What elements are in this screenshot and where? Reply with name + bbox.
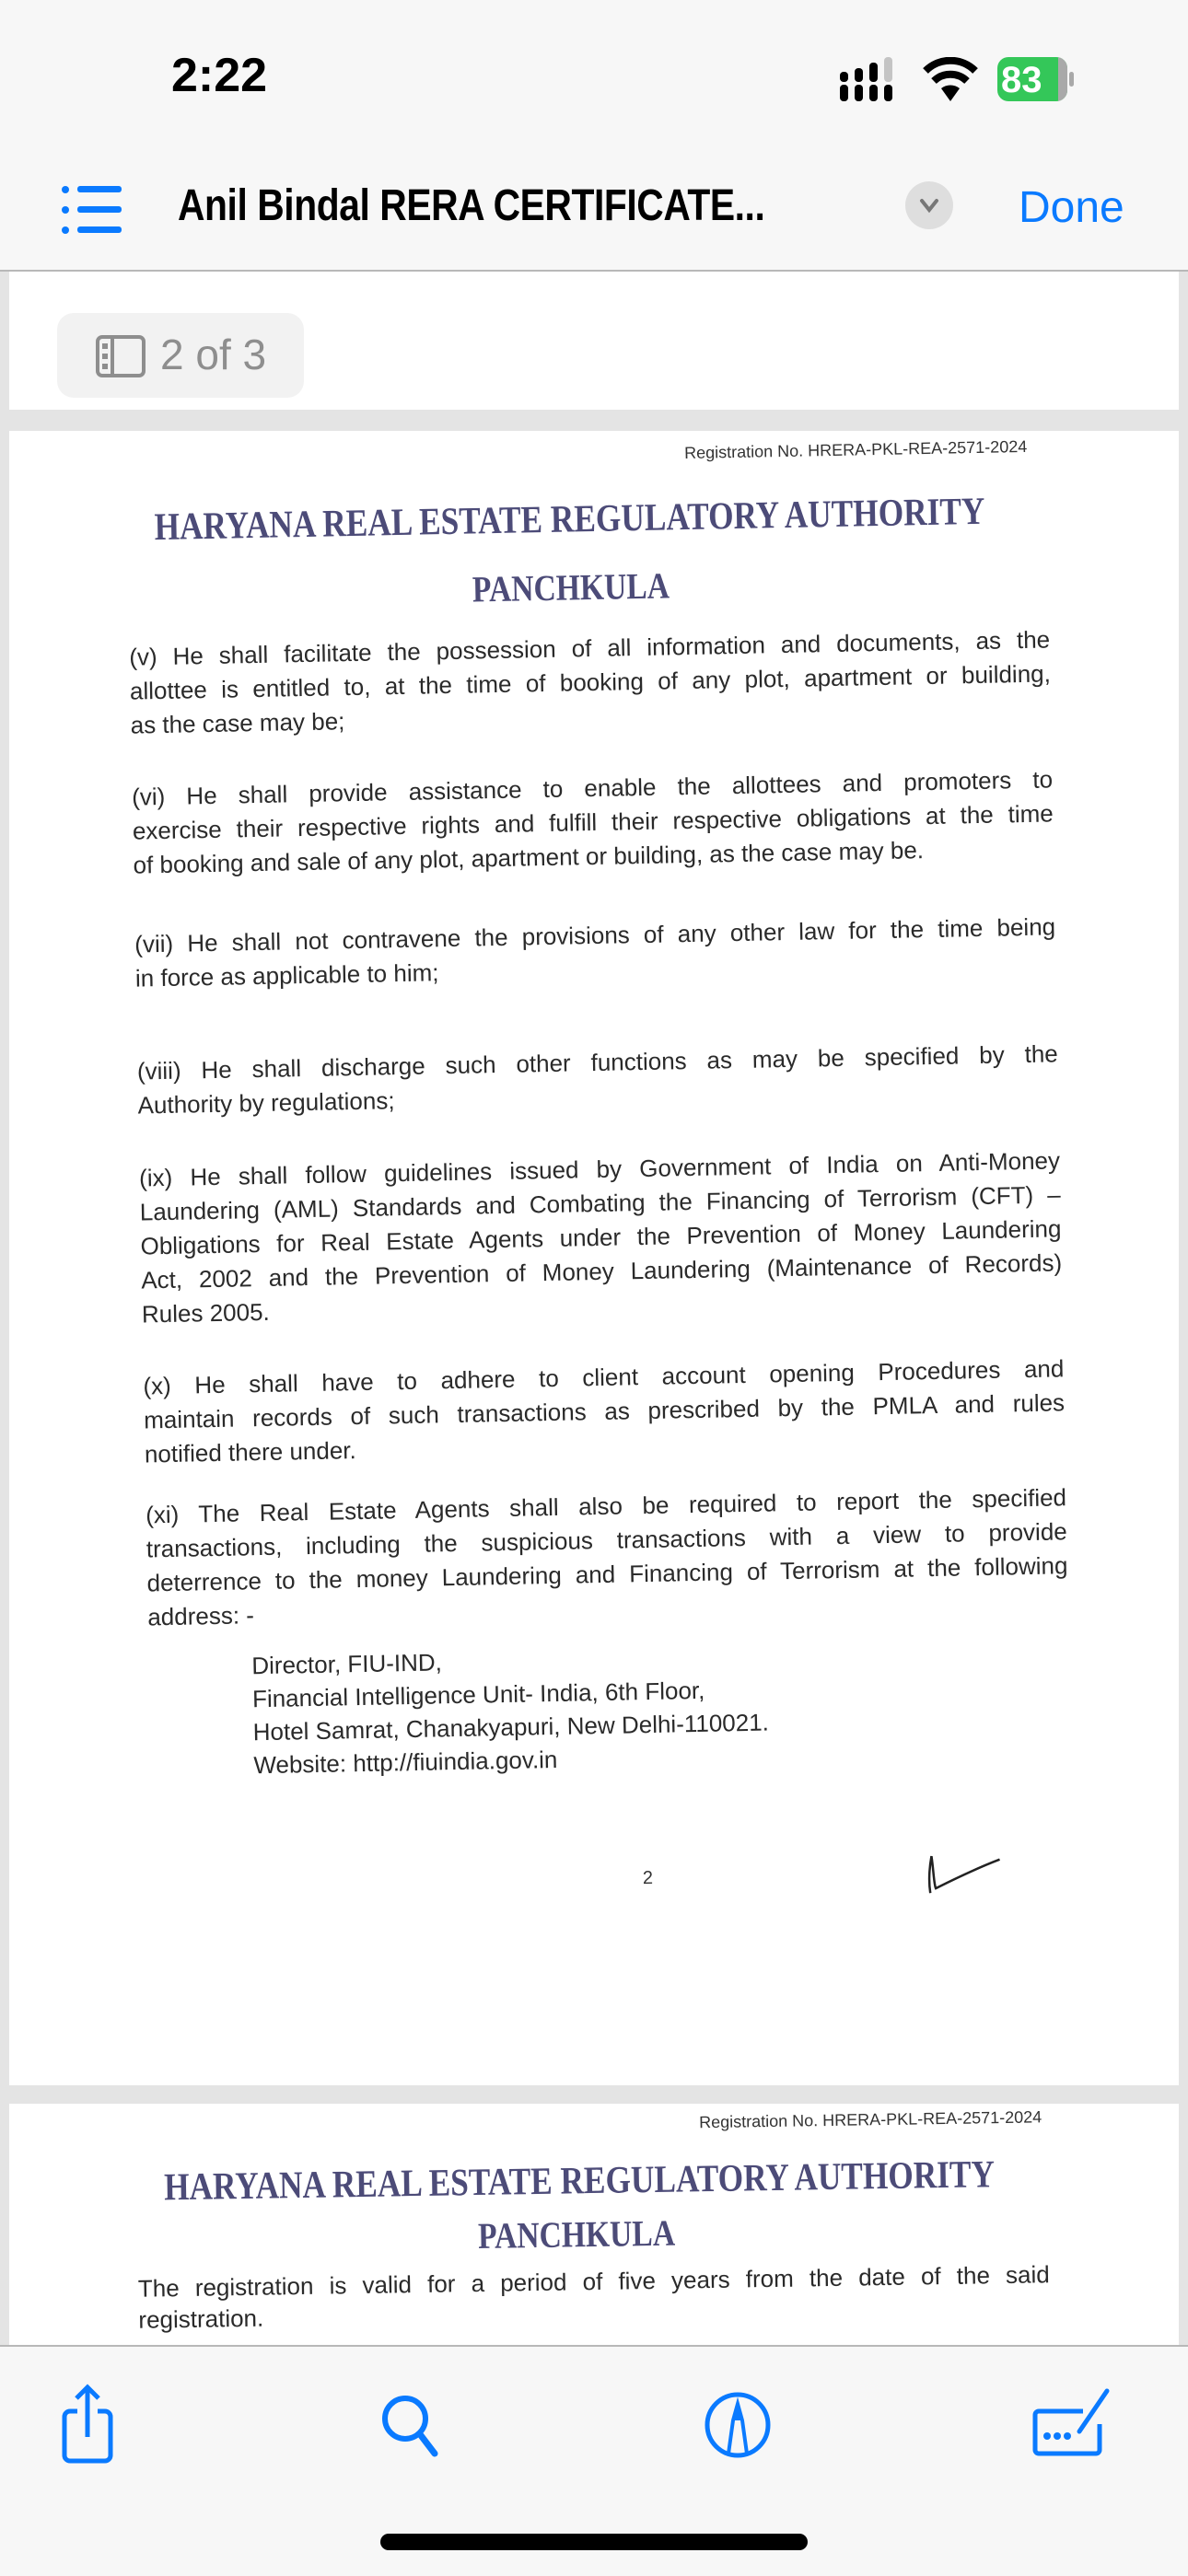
text-line: registration. xyxy=(138,2303,264,2334)
text-line: (xi) The Real Estate Agents shall also be required to report the specified xyxy=(145,1483,1067,1529)
text-line: allottee is entitled to, at the time of booking of any plot, apartment or building, xyxy=(129,659,1052,705)
page-indicator[interactable] xyxy=(57,313,304,398)
text-line: deterrence to the money Laundering and Financing of Terrorism at the following xyxy=(146,1551,1068,1597)
address-line: Financial Intelligence Unit- India, 6th Floor, xyxy=(251,1676,705,1713)
chevron-down-icon xyxy=(905,181,953,229)
pdf-page-3 xyxy=(9,2104,1179,2345)
text-line: notified there under. xyxy=(144,1436,356,1468)
text-line: transactions, including the suspicious transactions with a view to provide xyxy=(146,1517,1067,1563)
address-line: Hotel Samrat, Chanakyapuri, New Delhi-110021. xyxy=(252,1708,770,1746)
title-menu-button[interactable] xyxy=(905,181,953,229)
text-line: Laundering (AML) Standards and Combating the Financing of Terrorism (CFT) – xyxy=(139,1180,1061,1226)
fiu-address xyxy=(251,1640,770,1782)
text-line: address: - xyxy=(147,1601,255,1631)
home-indicator[interactable] xyxy=(380,2534,808,2550)
text-line: (vi) He shall provide assistance to enable the allottees and promoters to xyxy=(131,765,1054,811)
signal-icon xyxy=(840,57,906,103)
clause-viii xyxy=(137,1037,1059,1122)
registration-number: Registration No. HRERA-PKL-REA-2571-2024 xyxy=(698,2107,1042,2132)
fill-sign-icon[interactable] xyxy=(1030,2384,1112,2466)
text-line: as the case may be; xyxy=(130,707,345,739)
done-button[interactable]: Done xyxy=(1019,183,1124,232)
text-line: The registration is valid for a period of five years from the date of the said xyxy=(137,2260,1050,2303)
status-bar xyxy=(0,0,1188,147)
status-time: 2:22 xyxy=(171,49,268,102)
text-line: (vii) He shall not contravene the provisions of any other law for the time being xyxy=(134,912,1056,958)
text-line: (viii) He shall discharge such other functions as may be specified by the xyxy=(136,1039,1059,1085)
pdf-page-1 xyxy=(9,272,1179,410)
text-line: (x) He shall have to adhere to client account opening Procedures and xyxy=(143,1354,1065,1400)
clause-vi xyxy=(132,762,1054,882)
clause-xi xyxy=(146,1480,1069,1634)
authority-heading: HARYANA REAL ESTATE REGULATORY AUTHORITY xyxy=(154,490,985,550)
text-line: Authority by regulations; xyxy=(137,1086,395,1120)
document-title[interactable]: Anil Bindal RERA CERTIFICATE... xyxy=(178,181,765,230)
text-line: maintain records of such transactions as prescribed by the PMLA and rules xyxy=(143,1388,1066,1434)
clause-v xyxy=(129,622,1052,742)
pdf-page-2 xyxy=(9,431,1179,2085)
page-number: 2 xyxy=(642,1867,654,1889)
authority-heading: HARYANA REAL ESTATE REGULATORY AUTHORITY xyxy=(163,2153,996,2210)
text-line: in force as applicable to him; xyxy=(134,958,439,992)
wifi-icon xyxy=(923,57,978,103)
clause-x xyxy=(143,1352,1066,1471)
text-line: Obligations for Real Estate Agents under the Prevention of Money Laundering xyxy=(140,1214,1062,1260)
clause-ix xyxy=(139,1143,1063,1331)
text-line: (v) He shall facilitate the possession of all information and documents, as the xyxy=(128,625,1051,671)
validity-paragraph xyxy=(138,2258,1051,2336)
city-heading: PANCHKULA xyxy=(477,2211,676,2257)
text-line: Act, 2002 and the Prevention of Money Laundering (Maintenance of Records) xyxy=(140,1248,1063,1294)
markup-icon[interactable] xyxy=(696,2384,779,2466)
address-line: Director, FIU-IND, xyxy=(251,1648,443,1680)
text-line: (ix) He shall follow guidelines issued by Government of India on Anti-Money xyxy=(138,1146,1061,1192)
nav-bar xyxy=(0,147,1188,272)
battery-charging-icon xyxy=(997,57,1067,101)
address-line: Website: http://fiuindia.gov.in xyxy=(253,1745,558,1780)
text-line: exercise their respective rights and fulfill their respective obligations at the time xyxy=(132,799,1054,845)
list-icon[interactable] xyxy=(61,184,123,236)
city-heading: PANCHKULA xyxy=(472,564,670,610)
signature xyxy=(918,1841,1011,1898)
page-indicator-text: 2 of 3 xyxy=(160,331,267,378)
clause-vii xyxy=(134,910,1056,995)
sidebar-icon xyxy=(96,335,147,377)
text-line: of booking and sale of any plot, apartment or building, as the case may be. xyxy=(133,836,925,879)
battery-level: 83 xyxy=(1001,60,1042,100)
registration-number: Registration No. HRERA-PKL-REA-2571-2024 xyxy=(683,436,1028,463)
text-line: Rules 2005. xyxy=(141,1297,271,1329)
search-icon[interactable] xyxy=(368,2384,451,2466)
share-icon[interactable] xyxy=(46,2384,129,2466)
